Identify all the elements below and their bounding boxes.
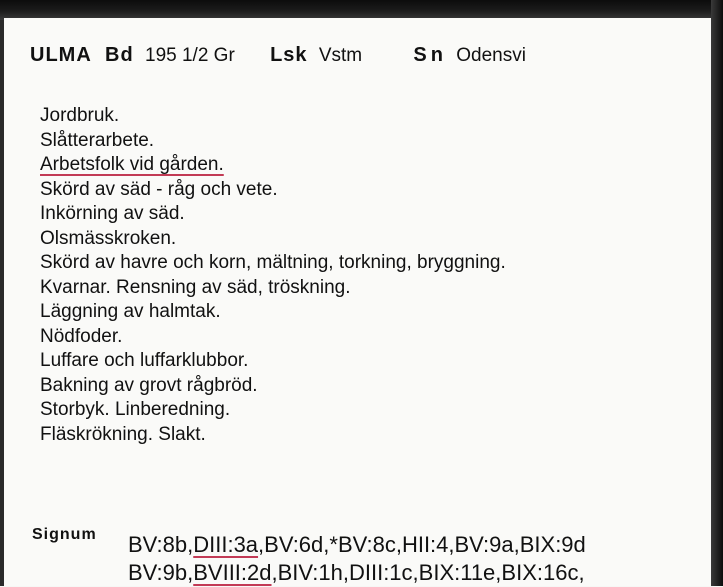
signum-line-1 bbox=[128, 531, 586, 559]
signum-codes bbox=[128, 531, 586, 587]
signum-code: BV:8b, bbox=[128, 532, 194, 557]
signum-code-highlighted: BVIII:2d bbox=[193, 560, 272, 585]
card-header bbox=[30, 44, 526, 67]
list-item: Skörd av säd - råg och vete. bbox=[40, 178, 278, 200]
list-item: Kvarnar. Rensning av säd, tröskning. bbox=[40, 276, 351, 298]
list-item: Skörd av havre och korn, mältning, torkning, bryggning. bbox=[40, 252, 506, 273]
list-item: Jordbruk. bbox=[40, 105, 120, 126]
bd-value: 195 1/2 Gr bbox=[145, 45, 235, 66]
signum-code-highlighted: DIII:3a bbox=[193, 532, 259, 557]
right-shadow bbox=[711, 0, 723, 586]
lsk-label: Lsk bbox=[270, 44, 308, 66]
bd-label: Bd bbox=[105, 44, 134, 66]
ulma-label: ULMA bbox=[30, 44, 92, 66]
signum-code: ,BV:6d,*BV:8c,HII:4,BV:9a,BIX:9d bbox=[258, 532, 586, 557]
list-item: Nödfoder. bbox=[40, 325, 123, 347]
list-item: Olsmässkroken. bbox=[40, 227, 177, 249]
topic-list bbox=[40, 104, 506, 447]
list-item-highlighted: Arbetsfolk vid gården. bbox=[40, 154, 224, 175]
sn-label: Sn bbox=[413, 44, 447, 66]
list-item: Luffare och luffarklubbor. bbox=[40, 350, 249, 371]
list-item: Storbyk. Linberedning. bbox=[40, 399, 231, 420]
list-item: Fläskrökning. Slakt. bbox=[40, 423, 206, 445]
lsk-value: Vstm bbox=[318, 45, 363, 66]
signum-code: BV:9b, bbox=[128, 560, 194, 585]
top-shadow bbox=[0, 0, 723, 20]
list-item: Slåtterarbete. bbox=[40, 129, 155, 151]
signum-line-2 bbox=[128, 559, 586, 587]
list-item: Läggning av halmtak. bbox=[40, 301, 221, 322]
signum-label: Signum bbox=[32, 526, 97, 543]
list-item: Bakning av grovt rågbröd. bbox=[40, 374, 258, 396]
signum-code: ,BIV:1h,DIII:1c,BIX:11e,BIX:16c, bbox=[271, 560, 585, 585]
list-item: Inkörning av säd. bbox=[40, 203, 185, 224]
sn-value: Odensvi bbox=[456, 45, 526, 66]
